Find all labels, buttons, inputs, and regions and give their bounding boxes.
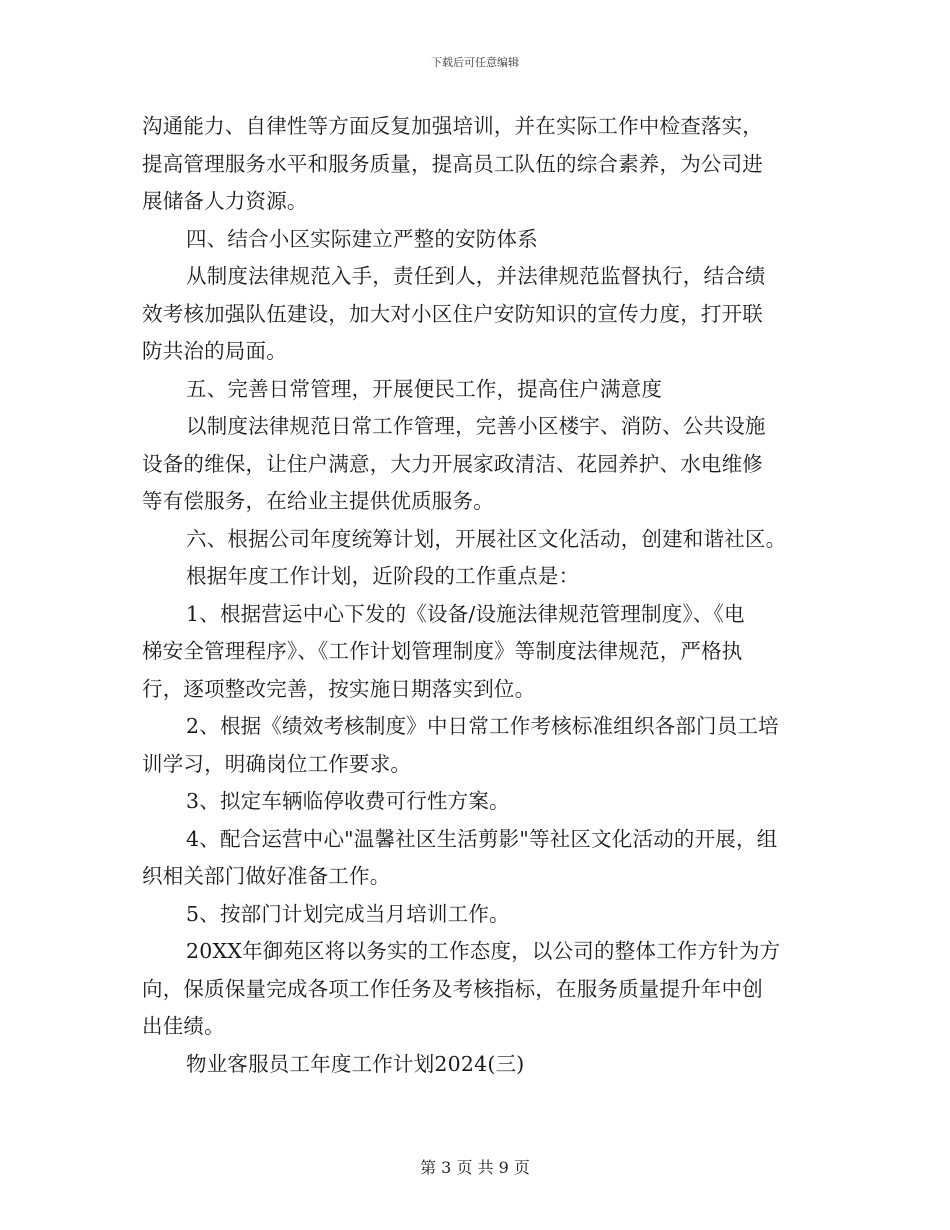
text-line-18: 训学习，明确岗位工作要求。 bbox=[142, 751, 412, 776]
text-line-21: 织相关部门做好准备工作。 bbox=[142, 864, 391, 888]
list-item-4: 4、配合运营中心"温馨社区生活剪影"等社区文化活动的开展，组 bbox=[186, 826, 778, 851]
section-heading-6: 六、根据公司年度统筹计划，开展社区文化活动，创建和谐社区。 bbox=[186, 526, 787, 551]
text-line-16: 行，逐项整改完善，按实施日期落实到位。 bbox=[142, 676, 536, 701]
text-line-6: 效考核加强队伍建设，加大对小区住户安防知识的宣传力度，打开联 bbox=[142, 301, 763, 326]
text-line-10: 设备的维保，让住户满意，大力开展家政清洁、花园养护、水电维修 bbox=[142, 451, 763, 476]
list-item-2: 2、根据《绩效考核制度》中日常工作考核标准组织各部门员工培 bbox=[186, 714, 779, 738]
text-line-23: 20XX年御苑区将以务实的工作态度，以公司的整体工作方针为方 bbox=[186, 939, 781, 963]
text-line-3: 展储备人力资源。 bbox=[142, 189, 308, 213]
page-number: 第 3 页 共 9 页 bbox=[420, 1158, 530, 1177]
text-line-24: 向，保质保量完成各项工作任务及考核指标，在服务质量提升年中创 bbox=[142, 976, 763, 1001]
page-header: 下载后可任意编辑 bbox=[431, 56, 519, 69]
section-title: 物业客服员工年度工作计划2024(三) bbox=[186, 1051, 525, 1076]
text-line-2: 提高管理服务水平和服务质量，提高员工队伍的综合素养，为公司进 bbox=[142, 151, 763, 176]
section-heading-5: 五、完善日常管理，开展便民工作，提高住户满意度 bbox=[186, 376, 663, 401]
list-item-5: 5、按部门计划完成当月培训工作。 bbox=[186, 901, 510, 926]
text-line-11: 等有偿服务，在给业主提供优质服务。 bbox=[142, 489, 494, 513]
text-line-25: 出佳绩。 bbox=[142, 1014, 225, 1038]
text-line-5: 从制度法律规范入手，责任到人，并法律规范监督执行，结合绩 bbox=[186, 264, 766, 288]
text-line-9: 以制度法律规范日常工作管理，完善小区楼宇、消防、公共设施 bbox=[186, 414, 766, 438]
list-item-1: 1、根据营运中心下发的《设备/设施法律规范管理制度》、《电 bbox=[186, 601, 745, 626]
list-item-3: 3、拟定车辆临停收费可行性方案。 bbox=[186, 789, 510, 813]
text-line-7: 防共治的局面。 bbox=[142, 339, 287, 363]
text-line-1: 沟通能力、自律性等方面反复加强培训，并在实际工作中检查落实， bbox=[142, 114, 763, 138]
section-heading-4: 四、结合小区实际建立严整的安防体系 bbox=[186, 226, 538, 251]
text-line-13: 根据年度工作计划，近阶段的工作重点是： bbox=[186, 564, 580, 588]
text-line-15: 梯安全管理程序》、《工作计划管理制度》等制度法律规范，严格执 bbox=[142, 639, 743, 663]
document-body bbox=[142, 108, 810, 1083]
